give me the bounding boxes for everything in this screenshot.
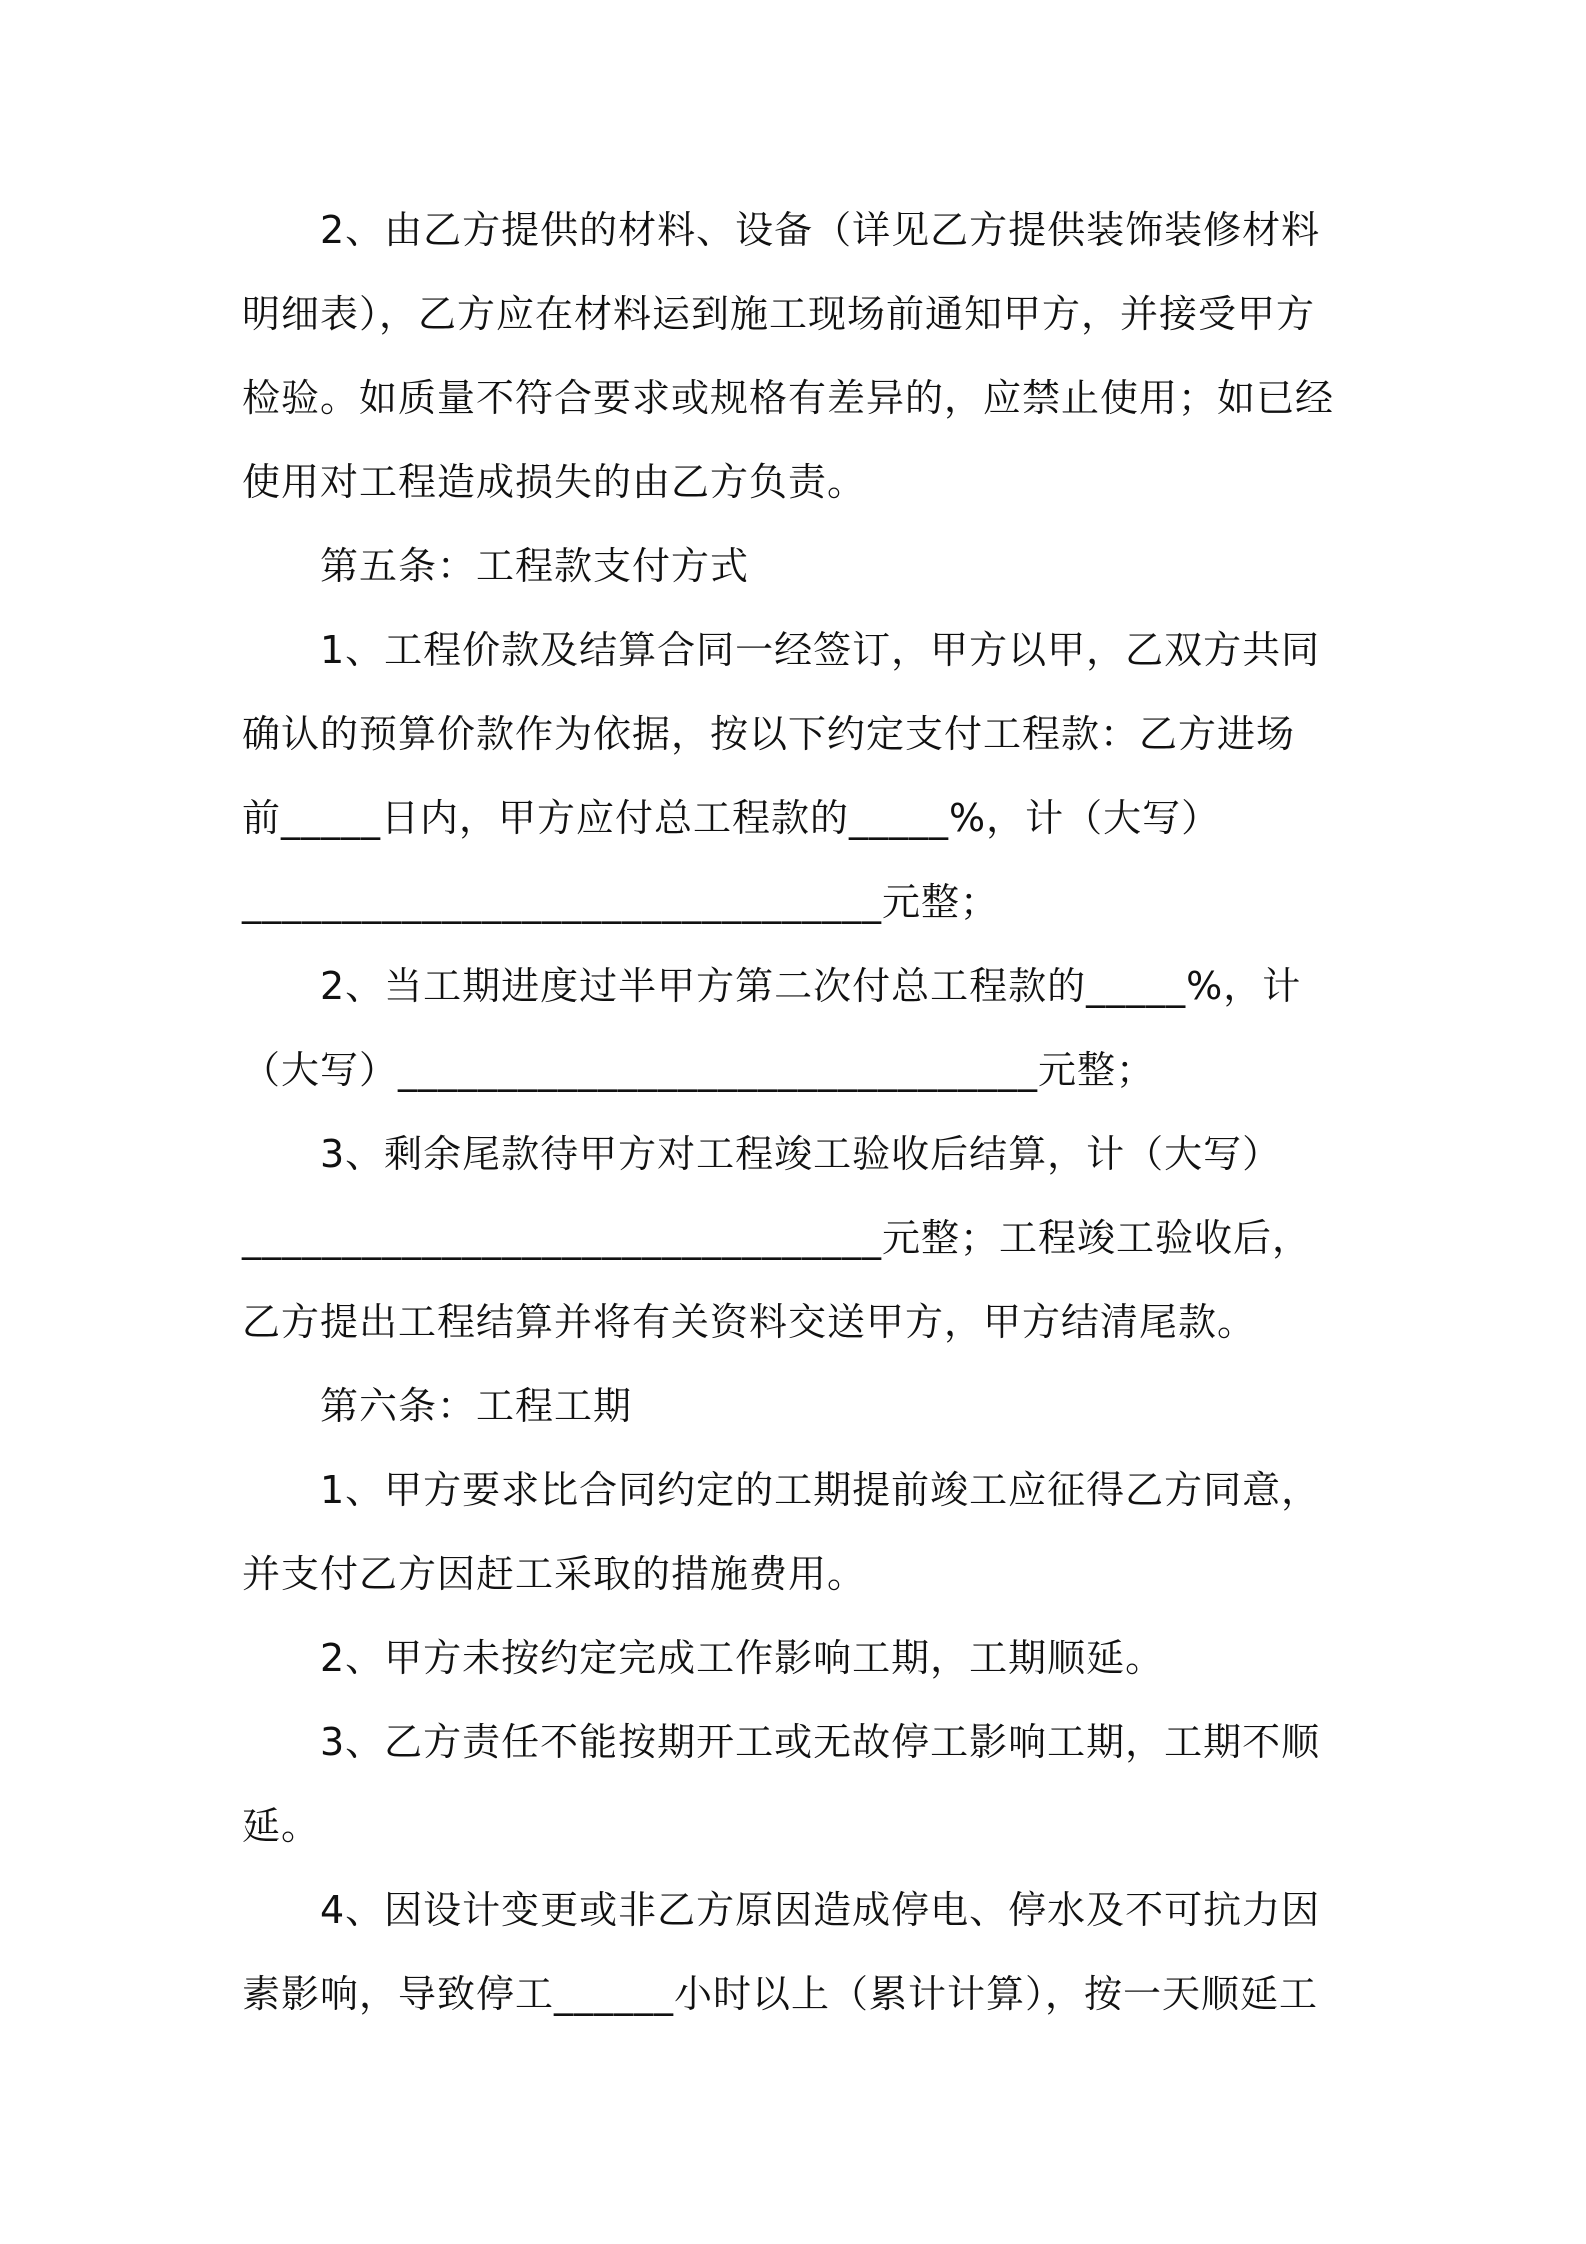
paragraph-line: 检验。如质量不符合要求或规格有差异的，应禁止使用；如已经 — [242, 376, 1335, 420]
paragraph-line: 4、因设计变更或非乙方原因造成停电、停水及不可抗力因 — [320, 1888, 1321, 1932]
paragraph-line: 使用对工程造成损失的由乙方负责。 — [242, 460, 867, 504]
paragraph-line: 前_____日内，甲方应付总工程款的_____%，计（大写） — [242, 796, 1221, 840]
paragraph-line: 确认的预算价款作为依据，按以下约定支付工程款：乙方进场 — [242, 712, 1296, 756]
paragraph-line: 3、乙方责任不能按期开工或无故停工影响工期，工期不顺 — [320, 1720, 1321, 1764]
paragraph-line: 明细表），乙方应在材料运到施工现场前通知甲方，并接受甲方 — [242, 292, 1316, 336]
contract-text — [242, 188, 1358, 2036]
paragraph-line: 1、工程价款及结算合同一经签订，甲方以甲，乙双方共同 — [320, 628, 1321, 672]
paragraph-line: （大写）________________________________元整； — [242, 1048, 1156, 1092]
paragraph-line: 延。 — [242, 1804, 321, 1848]
paragraph-line: 1、甲方要求比合同约定的工期提前竣工应征得乙方同意， — [320, 1468, 1321, 1512]
paragraph-line: 乙方提出工程结算并将有关资料交送甲方，甲方结清尾款。 — [242, 1300, 1257, 1344]
paragraph-line: ________________________________元整； — [242, 880, 1000, 924]
paragraph-line: 2、由乙方提供的材料、设备（详见乙方提供装饰装修材料 — [320, 208, 1321, 252]
paragraph-line: 并支付乙方因赶工采取的措施费用。 — [242, 1552, 867, 1596]
paragraph-line: 2、当工期进度过半甲方第二次付总工程款的_____%，计 — [320, 964, 1302, 1008]
paragraph-line: 2、甲方未按约定完成工作影响工期，工期顺延。 — [320, 1636, 1165, 1680]
paragraph-line: 3、剩余尾款待甲方对工程竣工验收后结算，计（大写） — [320, 1132, 1282, 1176]
paragraph-line: 素影响，导致停工______小时以上（累计计算），按一天顺延工 — [242, 1972, 1319, 2016]
paragraph-line: ________________________________元整；工程竣工验收后， — [242, 1216, 1312, 1260]
section-heading-5: 第五条：工程款支付方式 — [320, 544, 750, 588]
section-heading-6: 第六条：工程工期 — [320, 1384, 633, 1428]
